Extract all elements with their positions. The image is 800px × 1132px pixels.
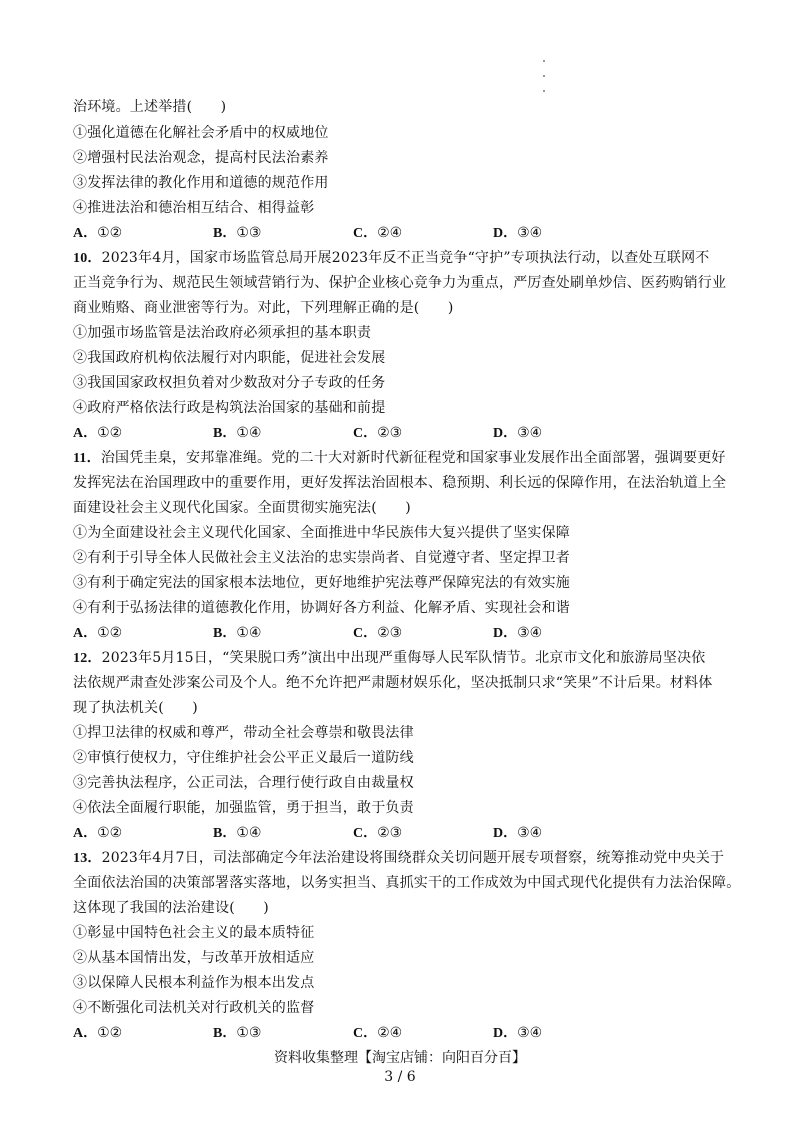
q11-item-2: ②有利于引导全体人民做社会主义法治的忠实崇尚者、自觉遵守者、坚定捍卫者 bbox=[73, 550, 570, 566]
q13-stem-line-1 bbox=[73, 848, 724, 869]
q11-stem-line-3: 面建设社会主义现代化国家。全面贯彻实施宪法( ) bbox=[73, 500, 411, 516]
decorative-dot bbox=[543, 90, 545, 92]
q10-option-d[interactable] bbox=[493, 423, 542, 444]
question-number: 12． bbox=[73, 651, 102, 666]
option-key: D． bbox=[493, 1026, 518, 1041]
option-text: ②④ bbox=[377, 225, 403, 241]
q9-option-a[interactable] bbox=[73, 223, 122, 244]
q13-text: 2023年4月7日，司法部确定今年法治建设将围绕群众关切问题开展专项督察，统筹推动党中央关于 bbox=[101, 850, 725, 866]
option-text: ①② bbox=[97, 625, 123, 641]
option-key: D． bbox=[493, 426, 518, 441]
q12-item-4: ④依法全面履行职能，加强监管，勇于担当，敢于负责 bbox=[73, 800, 414, 816]
option-text: ③④ bbox=[517, 1025, 543, 1041]
q13-option-d[interactable] bbox=[493, 1023, 542, 1044]
q13-option-b[interactable] bbox=[213, 1023, 261, 1044]
option-key: B． bbox=[213, 426, 237, 441]
decorative-dot bbox=[543, 60, 545, 62]
q13-item-2: ②从基本国情出发，与改革开放相适应 bbox=[73, 950, 315, 966]
q9-option-b[interactable] bbox=[213, 223, 261, 244]
option-text: ①② bbox=[97, 225, 123, 241]
q12-item-3: ③完善执法程序，公正司法，合理行使行政自由裁量权 bbox=[73, 775, 414, 791]
option-text: ①④ bbox=[236, 825, 262, 841]
option-text: ②③ bbox=[377, 425, 403, 441]
q12-option-b[interactable] bbox=[213, 823, 261, 844]
q10-option-c[interactable] bbox=[353, 423, 402, 444]
q9-item-4: ④推进法治和德治相互结合、相得益彰 bbox=[73, 200, 315, 216]
q12-stem-line-1 bbox=[73, 648, 705, 669]
q13-stem-line-2: 全面依法治国的决策部署落实落地，以务实担当、真抓实干的工作成效为中国式现代化提供有力法治保障。 bbox=[73, 875, 741, 891]
option-key: A． bbox=[73, 226, 98, 241]
q11-item-4: ④有利于弘扬法律的道德教化作用，协调好各方利益、化解矛盾、实现社会和谐 bbox=[73, 600, 570, 616]
footer-source: 资料收集整理【淘宝店铺：向阳百分百】 bbox=[274, 1050, 526, 1066]
option-key: C． bbox=[353, 626, 378, 641]
option-key: A． bbox=[73, 426, 98, 441]
option-text: ①④ bbox=[236, 625, 262, 641]
q13-stem-line-3: 这体现了我国的法治建设( ) bbox=[73, 900, 269, 916]
option-key: D． bbox=[493, 226, 518, 241]
q12-stem-line-3: 现了执法机关( ) bbox=[73, 700, 198, 716]
option-key: C． bbox=[353, 1026, 378, 1041]
option-key: C． bbox=[353, 826, 378, 841]
q11-text: 治国凭圭臬，安邦靠准绳。党的二十大对新时代新征程党和国家事业发展作出全面部署，强调要更好 bbox=[100, 450, 726, 466]
q13-option-a[interactable] bbox=[73, 1023, 122, 1044]
question-number: 10． bbox=[73, 251, 102, 266]
option-key: C． bbox=[353, 426, 378, 441]
q11-stem-line-2: 发挥宪法在治国理政中的重要作用，更好发挥法治固根本、稳预期、利长远的保障作用，在法治轨道上全 bbox=[73, 475, 727, 491]
option-key: A． bbox=[73, 1026, 98, 1041]
option-text: ①② bbox=[97, 1025, 123, 1041]
q12-stem-line-2: 法依规严肃查处涉案公司及个人。绝不允许把严肃题材娱乐化，坚决抵制只求“笑果”不计后果。材料体 bbox=[73, 675, 713, 691]
option-key: C． bbox=[353, 226, 378, 241]
option-text: ③④ bbox=[517, 825, 543, 841]
q12-option-a[interactable] bbox=[73, 823, 122, 844]
option-key: B． bbox=[213, 626, 237, 641]
option-text: ①③ bbox=[236, 1025, 262, 1041]
q9-option-d[interactable] bbox=[493, 223, 542, 244]
q10-stem-line-1 bbox=[73, 248, 710, 269]
page-number: 3 / 6 bbox=[384, 1069, 416, 1085]
question-number: 11． bbox=[73, 451, 101, 466]
q10-item-1: ①加强市场监管是法治政府必须承担的基本职责 bbox=[73, 325, 372, 341]
q13-option-c[interactable] bbox=[353, 1023, 402, 1044]
q11-option-a[interactable] bbox=[73, 623, 122, 644]
question-number: 13． bbox=[73, 851, 102, 866]
q12-option-c[interactable] bbox=[353, 823, 402, 844]
q12-text: 2023年5月15日，“笑果脱口秀”演出中出现严重侮辱人民军队情节。北京市文化和旅游局坚决依 bbox=[101, 650, 706, 666]
q11-item-1: ①为全面建设社会主义现代化国家、全面推进中华民族伟大复兴提供了坚实保障 bbox=[73, 525, 570, 541]
q12-item-2: ②审慎行使权力，守住维护社会公平正义最后一道防线 bbox=[73, 750, 414, 766]
q11-item-3: ③有利于确定宪法的国家根本法地位，更好地维护宪法尊严保障宪法的有效实施 bbox=[73, 575, 570, 591]
option-key: B． bbox=[213, 226, 237, 241]
option-key: B． bbox=[213, 826, 237, 841]
q9-item-3: ③发挥法律的教化作用和道德的规范作用 bbox=[73, 175, 329, 191]
q10-stem-line-2: 正当竞争行为、规范民生领域营销行为、保护企业核心竞争力为重点，严厉查处刷单炒信、医药购销行业 bbox=[73, 275, 727, 291]
q10-option-b[interactable] bbox=[213, 423, 261, 444]
option-text: ③④ bbox=[517, 225, 543, 241]
q10-stem-line-3: 商业贿赂、商业泄密等行为。对此，下列理解正确的是( ) bbox=[73, 300, 454, 316]
option-key: A． bbox=[73, 826, 98, 841]
q10-option-a[interactable] bbox=[73, 423, 122, 444]
q13-item-1: ①彰显中国特色社会主义的最本质特征 bbox=[73, 925, 315, 941]
option-text: ①④ bbox=[236, 425, 262, 441]
option-text: ①③ bbox=[236, 225, 262, 241]
option-key: B． bbox=[213, 1026, 237, 1041]
q10-text: 2023年4月，国家市场监管总局开展2023年反不正当竞争“守护”专项执法行动，以查处互联网不 bbox=[101, 250, 710, 266]
option-text: ③④ bbox=[517, 425, 543, 441]
q10-item-2: ②我国政府机构依法履行对内职能，促进社会发展 bbox=[73, 350, 386, 366]
q10-item-4: ④政府严格依法行政是构筑法治国家的基础和前提 bbox=[73, 400, 386, 416]
option-key: D． bbox=[493, 826, 518, 841]
q9-stem-tail: 治环境。上述举措( ) bbox=[73, 99, 227, 115]
q11-option-d[interactable] bbox=[493, 623, 542, 644]
option-text: ②③ bbox=[377, 625, 403, 641]
q9-item-1: ①强化道德在化解社会矛盾中的权威地位 bbox=[73, 125, 329, 141]
option-text: ③④ bbox=[517, 625, 543, 641]
q9-option-c[interactable] bbox=[353, 223, 402, 244]
q13-item-4: ④不断强化司法机关对行政机关的监督 bbox=[73, 1000, 315, 1016]
q11-stem-line-1 bbox=[73, 448, 726, 469]
q12-option-d[interactable] bbox=[493, 823, 542, 844]
option-text: ①② bbox=[97, 825, 123, 841]
q11-option-b[interactable] bbox=[213, 623, 261, 644]
q9-item-2: ②增强村民法治观念，提高村民法治素养 bbox=[73, 150, 329, 166]
q12-item-1: ①捍卫法律的权威和尊严，带动全社会尊崇和敬畏法律 bbox=[73, 725, 414, 741]
option-text: ①② bbox=[97, 425, 123, 441]
decorative-dot bbox=[543, 75, 545, 77]
option-text: ②③ bbox=[377, 825, 403, 841]
option-key: D． bbox=[493, 626, 518, 641]
q11-option-c[interactable] bbox=[353, 623, 402, 644]
option-text: ②④ bbox=[377, 1025, 403, 1041]
q13-item-3: ③以保障人民根本利益作为根本出发点 bbox=[73, 975, 315, 991]
option-key: A． bbox=[73, 626, 98, 641]
q10-item-3: ③我国国家政权担负着对少数敌对分子专政的任务 bbox=[73, 375, 386, 391]
